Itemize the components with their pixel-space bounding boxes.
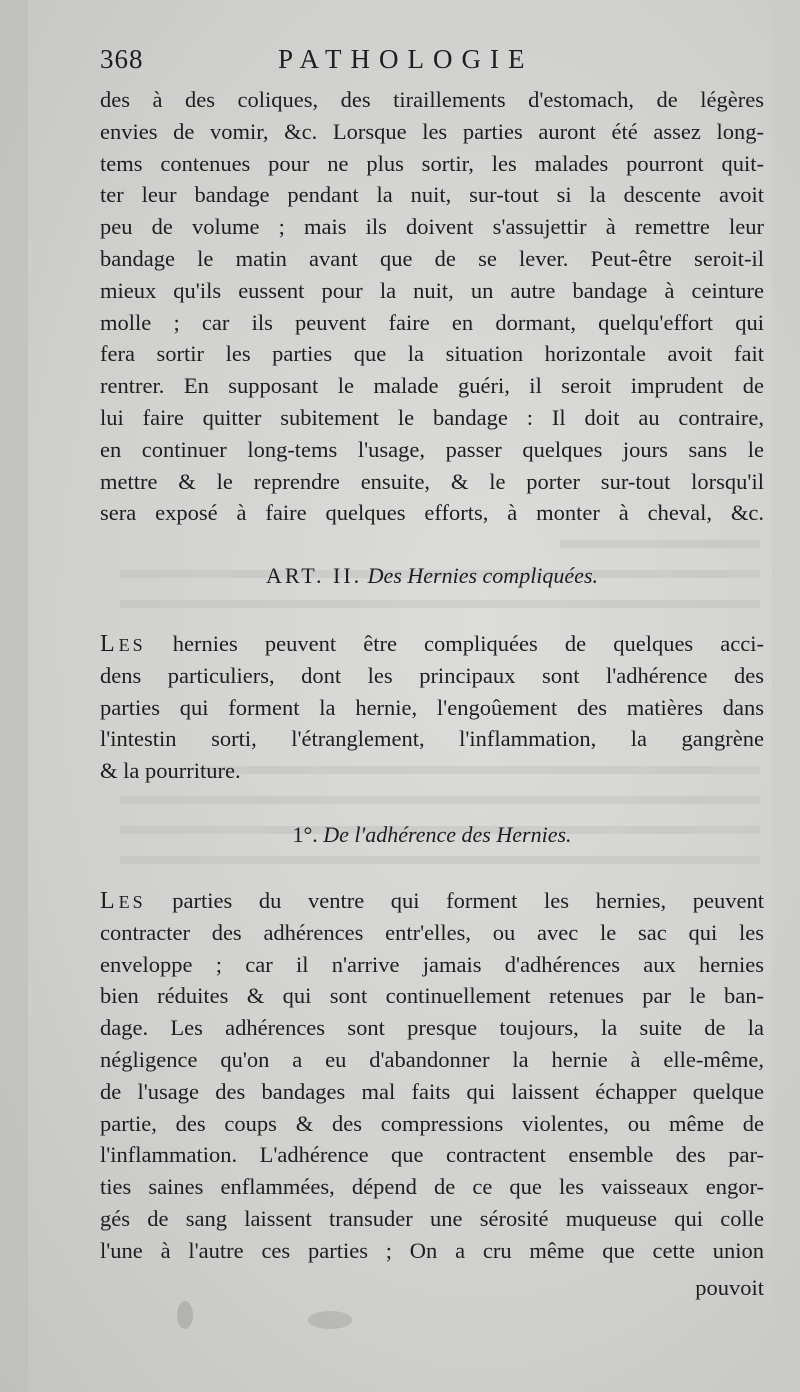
text-line: peu de volume ; mais ils doivent s'assujettir à remettre leur	[100, 214, 764, 240]
text-line: bandage le matin avant que de se lever. Peut-être seroit-il	[100, 245, 764, 271]
text-line: des à des coliques, des tiraillements d'estomach, de légères	[100, 87, 764, 112]
dropcap	[100, 888, 146, 914]
section-number: 1°.	[292, 822, 318, 847]
text-line: bien réduites & qui sont continuellement retenues par le ban-	[100, 983, 764, 1009]
paragraph-2	[100, 628, 764, 787]
dropcap-letter: L	[100, 631, 119, 657]
dropcap-letter: L	[100, 888, 119, 914]
text-line: l'inflammation. L'adhérence que contractent ensemble des par-	[100, 1142, 764, 1168]
article-heading	[100, 563, 764, 589]
text-line: l'une à l'autre ces parties ; On a cru même que cette union	[100, 1237, 764, 1263]
text-line: dens particuliers, dont les principaux sont l'adhérence des	[100, 662, 764, 688]
text-line: sera exposé à faire quelques efforts, à monter à cheval, &c.	[100, 500, 764, 526]
text-line: & la pourriture.	[100, 758, 241, 784]
paragraph-1	[100, 84, 764, 529]
text-line: partie, des coups & des compressions violentes, ou même de	[100, 1110, 764, 1136]
text-line: enveloppe ; car il n'arrive jamais d'adhérences aux hernies	[100, 951, 764, 977]
running-head: PATHOLOGIE	[278, 44, 534, 74]
text-line	[100, 628, 764, 660]
article-label: ART. II.	[265, 563, 363, 588]
text-line: molle ; car ils peuvent faire en dormant, quelqu'effort qui	[100, 309, 764, 335]
paragraph-3	[100, 885, 764, 1267]
text-line: mettre & le reprendre ensuite, & le porter sur-tout lorsqu'il	[100, 468, 764, 494]
dropcap-rest: ES	[118, 892, 146, 912]
text-line: ties saines enflammées, dépend de ce que les vaisseaux engor-	[100, 1174, 764, 1200]
text-line: de l'usage des bandages mal faits qui laissent échapper quelque	[100, 1078, 764, 1104]
text-line: mieux qu'ils eussent pour la nuit, un autre bandage à ceinture	[100, 277, 764, 303]
text-line: fera sortir les parties que la situation horizontale avoit fait	[100, 341, 764, 367]
text-line: dage. Les adhérences sont presque toujours, la suite de la	[100, 1015, 764, 1041]
text-line: rentrer. En supposant le malade guéri, il seroit imprudent de	[100, 373, 764, 399]
text-line: ter leur bandage pendant la nuit, sur-tout si la descente avoit	[100, 182, 764, 208]
section-title: De l'adhérence des Hernies.	[323, 822, 572, 847]
catchword: pouvoit	[695, 1275, 764, 1300]
section-heading	[100, 822, 764, 848]
first-line-text: hernies peuvent être compliquées de quelques acci-	[172, 631, 764, 656]
page-number: 368	[100, 44, 144, 74]
text-line: gés de sang laissent transuder une sérosité muqueuse qui colle	[100, 1205, 764, 1231]
text-line	[100, 885, 764, 917]
dropcap	[100, 631, 146, 657]
text-line: lui faire quitter subitement le bandage : Il doit au contraire,	[100, 404, 764, 430]
text-line: l'intestin sorti, l'étranglement, l'inflammation, la gangrène	[100, 726, 764, 752]
text-line: contracter des adhérences entr'elles, ou avec le sac qui les	[100, 919, 764, 945]
page-header	[100, 42, 764, 82]
article-title: Des Hernies compliquées.	[367, 563, 599, 588]
text-line: envies de vomir, &c. Lorsque les parties auront été assez long-	[100, 118, 764, 144]
text-line: en continuer long-tems l'usage, passer quelques jours sans le	[100, 436, 764, 462]
text-line: négligence qu'on a eu d'abandonner la hernie à elle-même,	[100, 1046, 764, 1072]
first-line-text: parties du ventre qui forment les hernies, peuvent	[172, 888, 765, 913]
text-line: parties qui forment la hernie, l'engoûement des matières dans	[100, 694, 764, 720]
text-line: tems contenues pour ne plus sortir, les malades pourront quit-	[100, 150, 764, 176]
dropcap-rest: ES	[118, 635, 146, 655]
